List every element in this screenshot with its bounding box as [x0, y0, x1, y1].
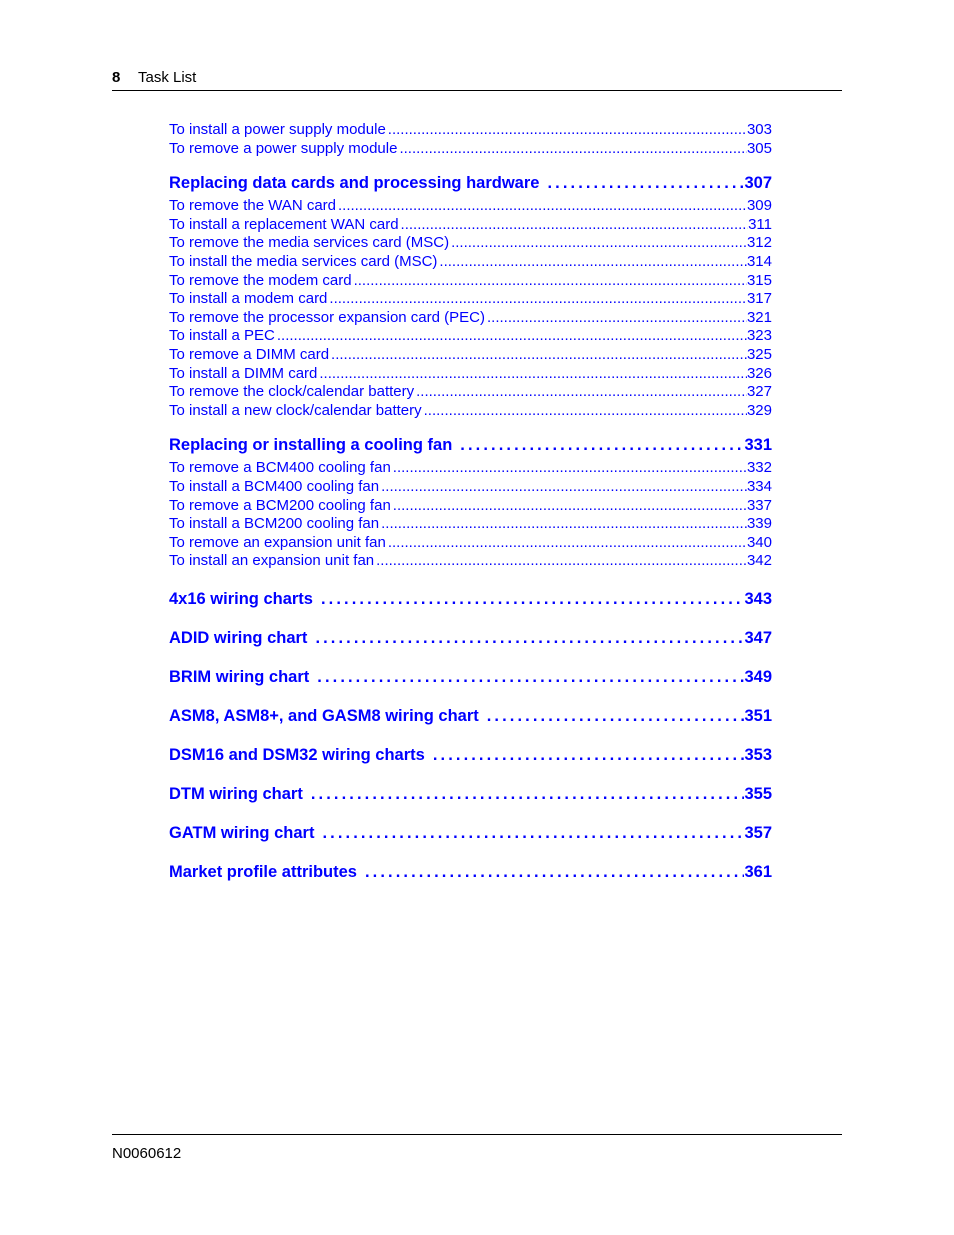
- toc-heading-cooling-fan[interactable]: Replacing or installing a cooling fan ..... 331: [169, 434, 772, 456]
- toc-item[interactable]: To remove the WAN card ..... 309: [169, 197, 772, 216]
- toc-heading-data-cards[interactable]: Replacing data cards and processing hardware ..... 307: [169, 172, 772, 194]
- toc-item[interactable]: To remove the media services card (MSC) ..... 312: [169, 234, 772, 253]
- toc-heading-dsm-wiring[interactable]: DSM16 and DSM32 wiring charts ..... 353: [169, 744, 772, 766]
- toc-item[interactable]: To install a BCM400 cooling fan ..... 334: [169, 478, 772, 497]
- toc-item-install-power-supply[interactable]: To install a power supply module ..... 303: [169, 121, 772, 140]
- page-number: 8: [112, 69, 121, 86]
- toc-item[interactable]: To remove a BCM400 cooling fan ..... 332: [169, 459, 772, 478]
- toc-heading-gatm-wiring[interactable]: GATM wiring chart ..... 357: [169, 822, 772, 844]
- toc-heading-dtm-wiring[interactable]: DTM wiring chart ..... 355: [169, 783, 772, 805]
- toc-item[interactable]: To install an expansion unit fan ..... 342: [169, 552, 772, 571]
- toc-item[interactable]: To install the media services card (MSC) ..... 314: [169, 253, 772, 272]
- toc-heading-4x16-wiring[interactable]: 4x16 wiring charts ..... 343: [169, 588, 772, 610]
- toc-item[interactable]: To install a modem card ..... 317: [169, 290, 772, 309]
- toc-item[interactable]: To install a new clock/calendar battery ..... 329: [169, 402, 772, 421]
- page-header: [112, 68, 842, 91]
- toc-item[interactable]: To install a replacement WAN card ..... 311: [169, 216, 772, 235]
- toc-item[interactable]: To remove the clock/calendar battery ..... 327: [169, 383, 772, 402]
- toc-item[interactable]: To remove a BCM200 cooling fan ..... 337: [169, 497, 772, 516]
- task-list: [169, 121, 772, 883]
- toc-item-remove-power-supply[interactable]: To remove a power supply module ..... 305: [169, 140, 772, 159]
- page-title: Task List: [138, 69, 197, 86]
- toc-heading-asm8-wiring[interactable]: ASM8, ASM8+, and GASM8 wiring chart ..... 351: [169, 705, 772, 727]
- toc-item[interactable]: To install a DIMM card ..... 326: [169, 365, 772, 384]
- toc-heading-brim-wiring[interactable]: BRIM wiring chart ..... 349: [169, 666, 772, 688]
- toc-item[interactable]: To install a BCM200 cooling fan ..... 339: [169, 515, 772, 534]
- toc-heading-adid-wiring[interactable]: ADID wiring chart ..... 347: [169, 627, 772, 649]
- document-number: N0060612: [112, 1145, 182, 1162]
- toc-item[interactable]: To remove the processor expansion card (PEC) ..... 321: [169, 309, 772, 328]
- toc-item[interactable]: To remove an expansion unit fan ..... 340: [169, 534, 772, 553]
- toc-item[interactable]: To remove the modem card ..... 315: [169, 272, 772, 291]
- page-footer: [112, 1134, 842, 1163]
- toc-item[interactable]: To install a PEC ..... 323: [169, 327, 772, 346]
- toc-heading-market-profile[interactable]: Market profile attributes ..... 361: [169, 861, 772, 883]
- toc-item[interactable]: To remove a DIMM card ..... 325: [169, 346, 772, 365]
